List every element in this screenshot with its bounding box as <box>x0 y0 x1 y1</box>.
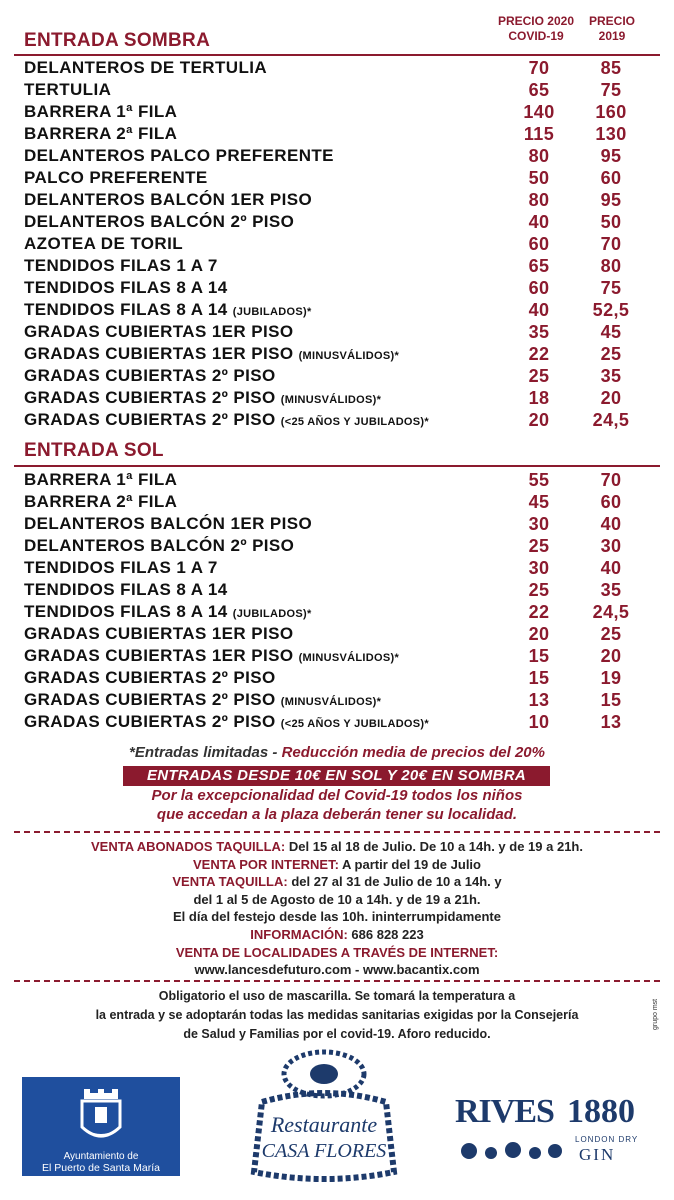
divider-dashed <box>14 831 660 833</box>
price-2019: 40 <box>600 558 622 578</box>
row-label-text: GRADAS CUBIERTAS 2º PISO <box>24 690 276 709</box>
row-label-text: DELANTEROS BALCÓN 2º PISO <box>24 536 295 555</box>
price-row <box>24 343 644 365</box>
row-label <box>24 689 381 713</box>
price-2019: 80 <box>600 256 622 276</box>
row-label <box>24 645 399 669</box>
price-row <box>24 689 644 711</box>
header-price-2019-label: PRECIO <box>588 14 635 28</box>
row-label <box>24 469 177 491</box>
casa-flores-label: CASA FLORES <box>261 1140 387 1162</box>
section-title-sombra: ENTRADA SOMBRA <box>24 30 211 51</box>
row-label <box>24 255 218 277</box>
price-2019: 20 <box>600 646 622 666</box>
price-2020: 55 <box>528 470 550 490</box>
row-label <box>24 601 312 625</box>
price-table-sol <box>24 469 644 733</box>
price-2019: 130 <box>595 124 627 144</box>
price-row <box>24 233 644 255</box>
price-row <box>24 535 644 557</box>
price-2019: 24,5 <box>592 410 630 430</box>
price-2019: 25 <box>600 344 622 364</box>
row-label-text: BARRERA 1ª FILA <box>24 470 178 489</box>
price-row <box>24 255 644 277</box>
price-row <box>24 667 644 689</box>
price-2019: 24,5 <box>592 602 630 622</box>
price-2020: 30 <box>528 558 550 578</box>
rives-name: RIVES <box>455 1093 554 1130</box>
price-row <box>24 409 644 431</box>
rives-gin-logo <box>455 1093 645 1173</box>
row-note: (MINUSVÁLIDOS)* <box>280 394 382 406</box>
row-label <box>24 409 429 433</box>
sales-taquilla-label: VENTA TAQUILLA: <box>172 874 288 890</box>
price-banner: ENTRADAS DESDE 10€ EN SOL Y 20€ EN SOMBRA <box>123 766 550 786</box>
footer-line1: Obligatorio el uso de mascarilla. Se tomará la temperatura a <box>158 989 516 1003</box>
price-2019: 95 <box>600 190 622 210</box>
price-2020: 80 <box>528 190 550 210</box>
rives-sub: LONDON DRY <box>575 1135 639 1144</box>
price-row <box>24 321 644 343</box>
sales-abonados-label: VENTA ABONADOS TAQUILLA: <box>91 839 286 854</box>
price-row <box>24 167 644 189</box>
row-label <box>24 513 312 535</box>
row-note: (<25 AÑOS Y JUBILADOS)* <box>280 718 429 730</box>
row-label <box>24 387 381 411</box>
row-label-text: DELANTEROS DE TERTULIA <box>24 58 268 77</box>
row-label <box>24 145 334 167</box>
price-row <box>24 623 644 645</box>
price-2020: 25 <box>528 580 550 600</box>
price-2020: 115 <box>523 124 555 144</box>
row-label <box>24 101 177 123</box>
price-row <box>24 277 644 299</box>
price-row <box>24 513 644 535</box>
row-label <box>24 557 218 579</box>
price-row <box>24 579 644 601</box>
row-label <box>24 277 228 299</box>
row-label <box>24 167 208 189</box>
price-table-sombra <box>24 57 644 431</box>
price-2019: 75 <box>600 278 622 298</box>
price-2020: 45 <box>528 492 550 512</box>
row-label-text: GRADAS CUBIERTAS 1ER PISO <box>24 624 294 643</box>
price-2020: 50 <box>528 168 550 188</box>
reduction-text: Reducción media de precios del 20% <box>281 744 545 761</box>
row-label-text: GRADAS CUBIERTAS 2º PISO <box>24 410 276 429</box>
price-2019: 70 <box>600 470 622 490</box>
price-2020: 80 <box>528 146 550 166</box>
section-title-sol: ENTRADA SOL <box>24 440 164 461</box>
covid-notice-line1: Por la excepcionalidad del Covid-19 todos los niños <box>151 787 523 804</box>
row-label <box>24 57 267 79</box>
footer-line3: de Salud y Familias por el covid-19. Aforo reducido. <box>183 1027 491 1041</box>
footer-line2: la entrada y se adoptarán todas las medidas sanitarias exigidas por la Consejería <box>95 1008 579 1022</box>
sales-internet-label: VENTA POR INTERNET: <box>193 856 339 872</box>
price-2019: 60 <box>600 168 622 188</box>
row-label-text: BARRERA 1ª FILA <box>24 102 178 121</box>
row-label-text: DELANTEROS BALCÓN 1ER PISO <box>24 514 313 533</box>
row-label-text: TENDIDOS FILAS 8 A 14 <box>24 580 228 599</box>
price-2019: 20 <box>600 388 622 408</box>
price-row <box>24 299 644 321</box>
price-2020: 13 <box>528 690 550 710</box>
sales-taquilla-line2: del 1 al 5 de Agosto de 10 a 14h. y de 19 a 21h. <box>193 891 481 907</box>
row-label-text: DELANTEROS BALCÓN 1ER PISO <box>24 190 313 209</box>
rives-year: 1880 <box>567 1093 635 1130</box>
header-price-2019 <box>582 14 642 44</box>
row-label-text: TENDIDOS FILAS 8 A 14 <box>24 602 228 621</box>
sales-abonados-text: Del 15 al 18 de Julio. De 10 a 14h. y de 19 a 21h. <box>285 839 583 854</box>
sales-info-phone <box>0 926 674 944</box>
price-2020: 20 <box>528 410 550 430</box>
row-label <box>24 211 294 233</box>
price-2020: 65 <box>528 80 550 100</box>
sales-festejo: El día del festejo desde las 10h. ininterrumpidamente <box>173 909 501 925</box>
price-row <box>24 189 644 211</box>
sales-taquilla <box>0 873 674 891</box>
price-2020: 30 <box>528 514 550 534</box>
row-label-text: AZOTEA DE TORIL <box>24 234 183 253</box>
rives-gin: GIN <box>579 1145 616 1164</box>
price-2020: 60 <box>528 234 550 254</box>
price-row <box>24 211 644 233</box>
row-label <box>24 365 276 387</box>
price-row <box>24 365 644 387</box>
covid-notice-line2: que accedan a la plaza deberán tener su localidad. <box>156 806 518 823</box>
price-2020: 25 <box>528 536 550 556</box>
price-2020: 15 <box>528 646 550 666</box>
limited-notice <box>0 744 674 761</box>
price-row <box>24 57 644 79</box>
price-2019: 52,5 <box>592 300 630 320</box>
row-label-text: BARRERA 2ª FILA <box>24 492 178 511</box>
row-label <box>24 343 399 367</box>
row-label-text: TENDIDOS FILAS 1 A 7 <box>24 558 218 577</box>
sales-taquilla-text: del 27 al 31 de Julio de 10 a 14h. y <box>287 874 502 890</box>
price-2020: 15 <box>528 668 550 688</box>
price-2019: 25 <box>600 624 622 644</box>
row-label-text: GRADAS CUBIERTAS 2º PISO <box>24 388 276 407</box>
restaurante-casa-flores-logo <box>232 1044 416 1186</box>
row-label-text: GRADAS CUBIERTAS 1ER PISO <box>24 322 294 341</box>
price-2020: 20 <box>528 624 550 644</box>
price-row <box>24 145 644 167</box>
row-note: (MINUSVÁLIDOS)* <box>298 652 400 664</box>
price-2019: 15 <box>600 690 622 710</box>
row-note: (JUBILADOS)* <box>232 608 312 620</box>
price-2020: 140 <box>523 102 555 122</box>
price-2020: 22 <box>528 344 550 364</box>
header-price-2019-sub: 2019 <box>598 29 626 43</box>
price-row <box>24 469 644 491</box>
sales-internet-text: A partir del 19 de Julio <box>338 856 481 872</box>
castle-crest-icon <box>22 1077 180 1151</box>
row-note: (<25 AÑOS Y JUBILADOS)* <box>280 416 429 428</box>
row-label <box>24 667 276 689</box>
price-2019: 50 <box>600 212 622 232</box>
price-2020: 70 <box>528 58 550 78</box>
restaurante-label: Restaurante <box>270 1112 378 1137</box>
price-2019: 45 <box>600 322 622 342</box>
footer-notice <box>0 987 674 1044</box>
price-2019: 35 <box>600 580 622 600</box>
price-2020: 40 <box>528 212 550 232</box>
price-2019: 95 <box>600 146 622 166</box>
header-price-2020-sub: COVID-19 <box>508 29 564 43</box>
row-label-text: GRADAS CUBIERTAS 1ER PISO <box>24 344 294 363</box>
row-label <box>24 623 293 645</box>
limited-text: *Entradas limitadas - <box>129 744 282 761</box>
price-2019: 85 <box>600 58 622 78</box>
row-label-text: TENDIDOS FILAS 1 A 7 <box>24 256 218 275</box>
price-2019: 60 <box>600 492 622 512</box>
price-row <box>24 601 644 623</box>
header-price-2020-label: PRECIO 2020 <box>497 14 575 28</box>
price-row <box>24 123 644 145</box>
sales-abonados <box>0 838 674 856</box>
ayuntamiento-line1: Ayuntamiento de <box>63 1151 139 1162</box>
price-2020: 25 <box>528 366 550 386</box>
price-row <box>24 645 644 667</box>
row-label-text: PALCO PREFERENTE <box>24 168 208 187</box>
grupo-mst-credit: grupo mst <box>652 998 659 1030</box>
header-price-2020 <box>488 14 584 44</box>
price-row <box>24 79 644 101</box>
row-label <box>24 711 429 735</box>
price-2020: 10 <box>528 712 550 732</box>
row-label-text: GRADAS CUBIERTAS 2º PISO <box>24 366 276 385</box>
row-label-text: TENDIDOS FILAS 8 A 14 <box>24 300 228 319</box>
ayuntamiento-logo <box>22 1077 180 1176</box>
price-row <box>24 491 644 513</box>
row-label-text: TENDIDOS FILAS 8 A 14 <box>24 278 228 297</box>
row-label-text: TERTULIA <box>24 80 112 99</box>
row-label <box>24 79 111 101</box>
row-label <box>24 123 177 145</box>
row-note: (JUBILADOS)* <box>232 306 312 318</box>
price-2019: 35 <box>600 366 622 386</box>
price-2019: 40 <box>600 514 622 534</box>
row-note: (MINUSVÁLIDOS)* <box>280 696 382 708</box>
sales-info <box>0 838 674 979</box>
row-label <box>24 189 312 211</box>
price-2020: 22 <box>528 602 550 622</box>
price-2019: 19 <box>600 668 622 688</box>
row-label <box>24 535 294 557</box>
price-2019: 30 <box>600 536 622 556</box>
row-label-text: GRADAS CUBIERTAS 1ER PISO <box>24 646 294 665</box>
row-label <box>24 233 183 255</box>
price-2019: 75 <box>600 80 622 100</box>
price-2020: 35 <box>528 322 550 342</box>
sales-websites: www.lancesdefuturo.com - www.bacantix.com <box>194 962 480 978</box>
price-2019: 70 <box>600 234 622 254</box>
row-label <box>24 299 312 323</box>
row-label-text: BARRERA 2ª FILA <box>24 124 178 143</box>
price-row <box>24 101 644 123</box>
price-2020: 65 <box>528 256 550 276</box>
sales-online-label: VENTA DE LOCALIDADES A TRAVÉS DE INTERNET: <box>175 944 499 960</box>
row-label-text: GRADAS CUBIERTAS 2º PISO <box>24 712 276 731</box>
divider-dashed-2 <box>14 980 660 982</box>
sales-info-label: INFORMACIÓN: <box>250 926 348 942</box>
row-label <box>24 579 228 601</box>
price-2020: 60 <box>528 278 550 298</box>
price-2020: 18 <box>528 388 550 408</box>
sales-internet <box>0 856 674 874</box>
price-row <box>24 557 644 579</box>
price-row <box>24 711 644 733</box>
botanical-illustration-icon <box>457 1137 567 1167</box>
price-2019: 13 <box>600 712 622 732</box>
price-2020: 40 <box>528 300 550 320</box>
row-label-text: DELANTEROS BALCÓN 2º PISO <box>24 212 295 231</box>
row-label <box>24 491 177 513</box>
ayuntamiento-line2: El Puerto de Santa María <box>42 1162 160 1174</box>
row-label <box>24 321 293 343</box>
row-label-text: DELANTEROS PALCO PREFERENTE <box>24 146 334 165</box>
row-note: (MINUSVÁLIDOS)* <box>298 350 400 362</box>
price-2019: 160 <box>595 102 627 122</box>
section-rule-sol <box>14 465 660 467</box>
row-label-text: GRADAS CUBIERTAS 2º PISO <box>24 668 276 687</box>
price-row <box>24 387 644 409</box>
section-rule-sombra <box>14 54 660 56</box>
sales-phone: 686 828 223 <box>347 926 424 942</box>
